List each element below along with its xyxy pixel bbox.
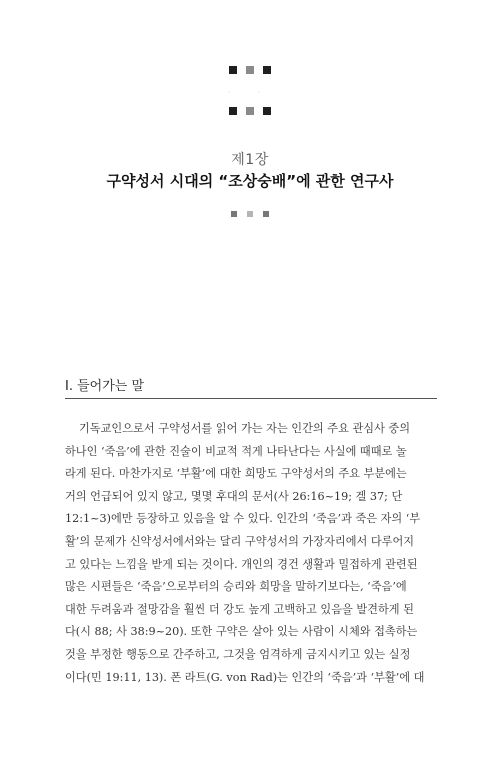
body-line: 많은 시편들은 ‘죽음’으로부터의 승리와 희망을 말하기보다는, ‘죽음’에	[65, 580, 407, 594]
ornament-middle	[0, 107, 500, 115]
body-line: 이다(민 19:11, 13). 폰 라트(G. von Rad)는 인간의 ‘죽음’과 ‘부활’에 대	[65, 670, 425, 684]
body-line: 것을 부정한 행동으로 간주하고, 그것을 엄격하게 금지시키고 있는 실정	[65, 647, 411, 661]
chapter-label: 제1장	[231, 152, 269, 168]
ornament-square	[246, 107, 254, 115]
body-line: 하나인 ‘죽음’에 관한 진술이 비교적 적게 나타난다는 사실에 때때로 놀	[65, 444, 407, 458]
ornament-square	[263, 211, 269, 217]
ornament-square	[263, 66, 271, 74]
ornament-square	[263, 107, 271, 115]
ornament-bottom	[0, 211, 500, 217]
ornament-square	[229, 66, 237, 74]
ornament-square	[231, 211, 237, 217]
ornament-top	[0, 66, 500, 74]
body-line: 활’의 문제가 신약성서에서와는 달리 구약성서의 가장자리에서 다루어지	[65, 534, 415, 548]
ornament-square	[247, 211, 253, 217]
chapter-title: 구약성서 시대의 “조상숭배”에 관한 연구사	[106, 172, 394, 190]
body-line: 기독교인으로서 구약성서를 읽어 가는 자는 인간의 주요 관심사 중의	[79, 422, 411, 435]
section-heading: I. 들어가는 말	[65, 379, 145, 394]
ornament-dots: ◦ ◦	[227, 89, 273, 96]
body-line: 대한 두려움과 절망감을 훨씬 더 강도 높게 고백하고 있음을 발견하게 된	[65, 602, 414, 616]
body-line: 거의 언급되어 있지 않고, 몇몇 후대의 문서(사 26:16~19; 겔 37; 단	[65, 489, 403, 503]
body-line: 12:1~3)에만 등장하고 있음을 알 수 있다. 인간의 ‘죽음’과 죽은 자의 ‘부	[65, 512, 421, 526]
ornament-square	[229, 107, 237, 115]
body-text	[65, 418, 437, 689]
section-divider	[65, 398, 437, 399]
ornament-square	[246, 66, 254, 74]
body-line: 고 있다는 느낌을 받게 되는 것이다. 개인의 경건 생활과 밀접하게 관련된	[65, 557, 418, 571]
body-line: 다(시 88; 사 38:9~20). 또한 구약은 살아 있는 사람이 시체와 접촉하는	[65, 625, 418, 639]
body-line: 라게 된다. 마찬가지로 ‘부활’에 대한 희망도 구약성서의 주요 부분에는	[65, 467, 407, 481]
